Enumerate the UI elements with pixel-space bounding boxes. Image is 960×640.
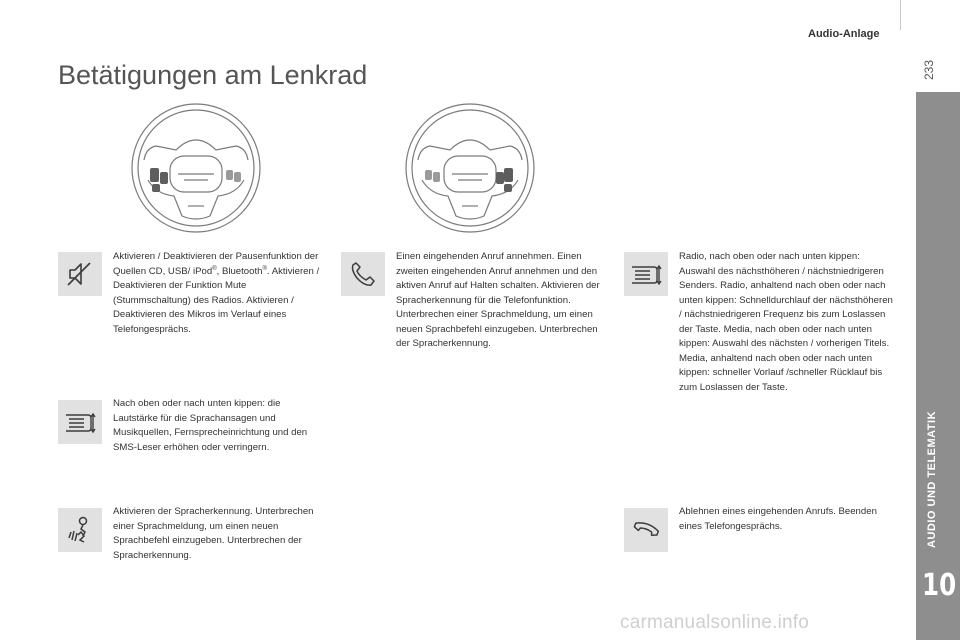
chapter-number: 10 — [922, 568, 957, 603]
page-title: Betätigungen am Lenkrad — [58, 60, 368, 90]
answer-button-icon-box — [341, 252, 385, 296]
mute-description: Aktivieren / Deaktivieren der Pausenfunktion der Quellen CD, USB/ iPod®, Bluetooth®. Aktivieren / Deaktivieren der Funktion Mute (Stummschaltung) des Radios. Aktivieren / Deaktivieren des Mikros im Verlauf eines Telefongesprächs. — [113, 251, 320, 335]
mute-button-icon-box — [58, 252, 102, 296]
steering-wheel-right-illustration — [400, 98, 540, 238]
volume-rocker-icon — [64, 406, 96, 438]
phone-answer-icon — [347, 258, 379, 290]
voice-button-icon-box — [58, 508, 102, 552]
mute-speaker-icon — [64, 258, 96, 290]
seek-description: Radio, nach oben oder nach unten kippen: Auswahl des nächsthöheren / nächstniedrigeren Senders. Radio, anhaltend nach oben oder nach unten kippen: Schnelldurchlauf der nächsthöheren / nächstniedrigeren Frequenz bis zum Loslassen der Taste. Media, nach oben oder nach unten kippen: Auswahl des nächsten / vorherigen Titels. Media, anhaltend nach oben oder nach unten kippen: schneller Vorlauf /schneller Rücklauf bis zum Loslassen der Taste. — [679, 251, 893, 393]
side-tab-label: AUDIO UND TELEMATIK — [926, 410, 938, 548]
section-header: Audio-Anlage — [808, 28, 880, 40]
seek-rocker-icon — [630, 258, 662, 290]
hangup-description: Ablehnen eines eingehenden Anrufs. Beenden eines Telefongesprächs. — [679, 506, 877, 532]
page-number: 233 — [922, 59, 936, 80]
seek-button-icon-box — [624, 252, 668, 296]
hangup-button-icon-box — [624, 508, 668, 552]
volume-description: Nach oben oder nach unten kippen: die Lautstärke für die Sprachansagen und Musikquellen, Fernsprecheinrichtung und den SMS-Leser erhöhen oder verringern. — [113, 398, 308, 453]
volume-button-icon-box — [58, 400, 102, 444]
header-rule — [900, 0, 901, 30]
steering-wheel-left-illustration — [126, 98, 266, 238]
side-tab — [916, 92, 960, 640]
answer-description: Einen eingehenden Anruf annehmen. Einen zweiten eingehenden Anruf annehmen und den aktiven Anruf auf Halten schalten. Aktivieren der Spracherkennung für die Telefonfunktion. Unterbrechen einer Sprachmeldung, um einen neuen Sprachbefehl einzugeben. Unterbrechen der Spracherkennung. — [396, 251, 600, 349]
voice-description: Aktivieren der Spracherkennung. Unterbrechen einer Sprachmeldung, um einen neuen Sprachbefehl einzugeben. Unterbrechen der Spracherkennung. — [113, 506, 314, 561]
voice-command-icon — [64, 514, 96, 546]
phone-hangup-icon — [630, 514, 662, 546]
watermark: carmanualsonline.info — [620, 612, 810, 633]
